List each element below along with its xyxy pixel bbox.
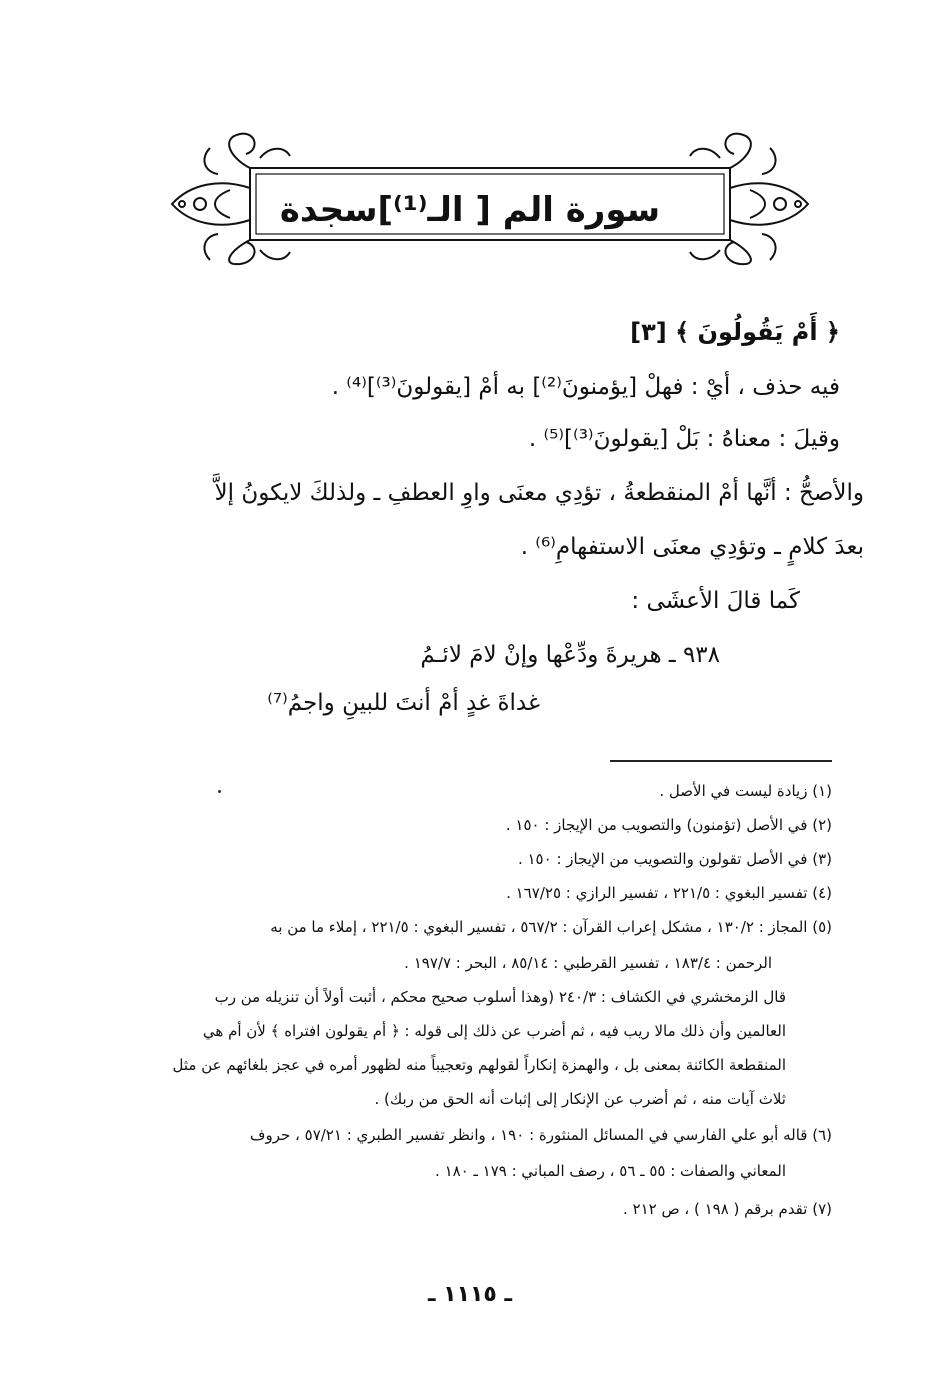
footnote: (١) زيادة ليست في الأصل . xyxy=(659,782,832,800)
footnote-continued: العالمين وأن ذلك مالا ريب فيه ، ثم أضرب عن ذلك إلى قوله : ﴿ أم يقولون افتراه ﴾ لأن أم هي xyxy=(202,1022,786,1040)
footnote-separator xyxy=(610,760,832,762)
footnote-continued: المنقطعة الكائنة بمعنى بل ، والهمزة إنكاراً لقولهم وتعجيباً منه لظهور أمره في عجز بلغائهم عن مثل xyxy=(172,1056,786,1074)
speck xyxy=(218,790,221,793)
footnote-continued: قال الزمخشري في الكشاف : ٢٤٠/٣ (وهذا أسلوب صحيح محكم ، أثبت أولاً أن تنزيله من رب xyxy=(214,988,786,1006)
page-number: ـ ١١١٥ ـ xyxy=(427,1282,513,1307)
surah-title: سورة الم [ الـ⁽¹⁾]سجدة xyxy=(279,190,661,230)
poetry-verse: ٩٣٨ ـ هريرةَ ودِّعْها وإنْ لامَ لائـمُ xyxy=(420,642,720,668)
text-line: كَما قالَ الأعشَى : xyxy=(631,588,800,614)
footnote: (٧) تقدم برقم ( ١٩٨ ) ، ص ٢١٢ . xyxy=(622,1200,832,1218)
quranic-verse: ﴿ أَمْ يَقُولُونَ ﴾ [٣] xyxy=(630,318,840,346)
text-line: وقيلَ : معناهُ : بَلْ [يقولونَ⁽³⁾]⁽⁵⁾ . xyxy=(528,426,840,452)
poetry-verse: غداةَ غدٍ أمْ أنتَ للبينِ واجمُ⁽⁷⁾ xyxy=(267,690,540,716)
footnote: (٣) في الأصل تقولون والتصويب من الإيجاز : ١٥٠ . xyxy=(517,850,832,868)
footnote-continued: الرحمن : ١٨٣/٤ ، تفسير القرطبي : ٨٥/١٤ ، البحر : ١٩٧/٧ . xyxy=(404,954,772,972)
footnote: (٥) المجاز : ١٣٠/٢ ، مشكل إعراب القرآن : ٥٦٧/٢ ، تفسير البغوي : ٢٢١/٥ ، إملاء ما من به xyxy=(270,918,832,936)
text-line: والأصحُّ : أنَّها أمْ المنقطعةُ ، تؤدِي معنَى واوِ العطفِ ـ ولذلكَ لايكونُ إلاَّ xyxy=(214,480,864,506)
text-line: بعدَ كلامٍ ـ وتؤدِي معنَى الاستفهامِ⁽⁶⁾ . xyxy=(520,534,864,560)
footnote-continued: ثلاث آيات منه ، ثم أضرب عن الإنكار إلى إثبات أنه الحق من ربك) . xyxy=(374,1090,786,1108)
footnote: (٦) قاله أبو علي الفارسي في المسائل المنثورة : ١٩٠ ، وانظر تفسير الطبري : ٥٧/٢١ ، حروف xyxy=(249,1126,832,1144)
footnote: (٤) تفسير البغوي : ٢٢١/٥ ، تفسير الرازي : ١٦٧/٢٥ . xyxy=(506,884,832,902)
footnote-continued: المعاني والصفات : ٥٥ ـ ٥٦ ، رصف المباني : ١٧٩ ـ ١٨٠ . xyxy=(435,1162,786,1180)
text-line: فيه حذف ، أيْ : فهلْ [يؤمنونَ⁽²⁾] به أمْ [يقولونَ⁽³⁾]⁽⁴⁾ . xyxy=(331,374,840,400)
footnote: (٢) في الأصل (تؤمنون) والتصويب من الإيجاز : ١٥٠ . xyxy=(505,816,832,834)
